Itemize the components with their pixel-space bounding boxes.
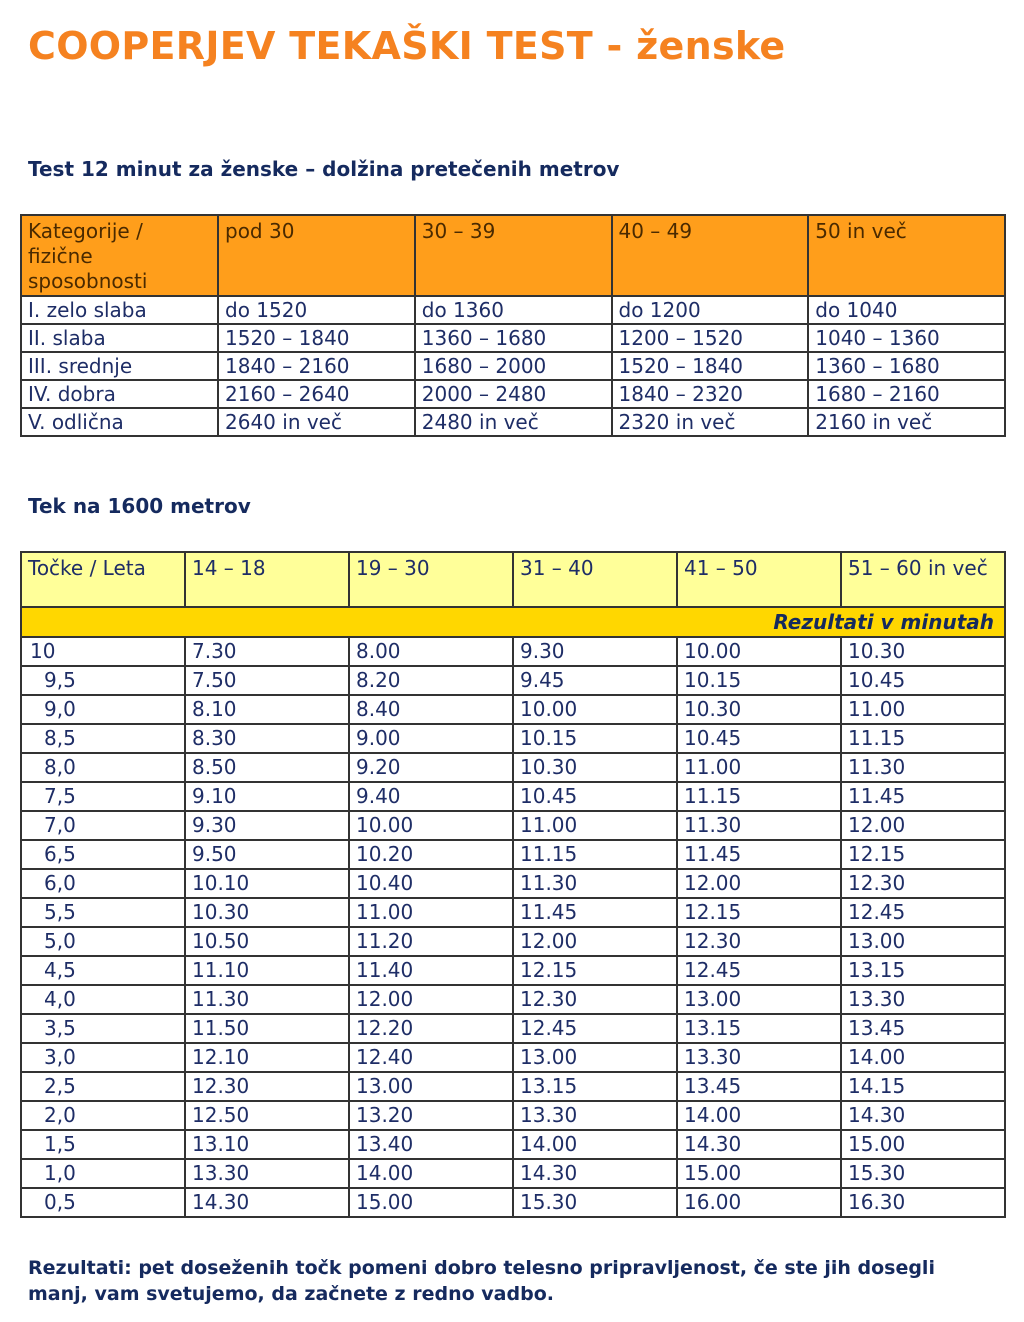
table-cell: 11.50	[185, 1014, 349, 1043]
table-cell: 12.30	[513, 985, 677, 1014]
table-cell: 8.30	[185, 724, 349, 753]
table-cell: 12.00	[513, 927, 677, 956]
table-cell: 10.30	[841, 637, 1005, 666]
table-cell: 16.30	[841, 1188, 1005, 1217]
table-cell: IV. dobra	[21, 380, 218, 408]
table-cell: 4,5	[21, 956, 185, 985]
table-cell: 1840 – 2320	[612, 380, 809, 408]
table-cell: 7,0	[21, 811, 185, 840]
table-cell: 10.45	[841, 666, 1005, 695]
table-cell: 14.15	[841, 1072, 1005, 1101]
table-row	[21, 753, 1005, 782]
table-cell: 10.00	[513, 695, 677, 724]
table-cell: 12.00	[677, 869, 841, 898]
table-cell: 13.30	[513, 1101, 677, 1130]
table-row	[21, 637, 1005, 666]
table-cell: 12.15	[841, 840, 1005, 869]
table-cell: 9,5	[21, 666, 185, 695]
table-cell: 1360 – 1680	[415, 324, 612, 352]
table-row	[21, 352, 1005, 380]
table-cell: 11.15	[841, 724, 1005, 753]
table-cell: 10.10	[185, 869, 349, 898]
table-cell: 12.00	[349, 985, 513, 1014]
table-cell: 14.30	[185, 1188, 349, 1217]
table-cell: II. slaba	[21, 324, 218, 352]
table-cell: 2160 in več	[808, 408, 1005, 436]
table-cell: 14.00	[677, 1101, 841, 1130]
table-cell: 13.45	[677, 1072, 841, 1101]
table-cell: 13.20	[349, 1101, 513, 1130]
table-row	[21, 408, 1005, 436]
table-cell: III. srednje	[21, 352, 218, 380]
header-cell: 40 – 49	[612, 215, 809, 296]
table-cell: 14.00	[841, 1043, 1005, 1072]
table-cell: 1,5	[21, 1130, 185, 1159]
table-cell: 9,0	[21, 695, 185, 724]
table-row	[21, 956, 1005, 985]
table-cell: 5,5	[21, 898, 185, 927]
header-cell: Točke / Leta	[21, 552, 185, 607]
table-row	[21, 666, 1005, 695]
table-cell: do 1520	[218, 296, 415, 324]
table-cell: 1040 – 1360	[808, 324, 1005, 352]
table-cell: 16.00	[677, 1188, 841, 1217]
table-cell: 0,5	[21, 1188, 185, 1217]
table-cell: do 1200	[612, 296, 809, 324]
table-cell: 8.10	[185, 695, 349, 724]
table-cell: 1840 – 2160	[218, 352, 415, 380]
table-cell: 1360 – 1680	[808, 352, 1005, 380]
table-row	[21, 1043, 1005, 1072]
table-cell: 12.40	[349, 1043, 513, 1072]
table-cell: 5,0	[21, 927, 185, 956]
header-cell: 51 – 60 in več	[841, 552, 1005, 607]
table-cell: I. zelo slaba	[21, 296, 218, 324]
table-cell: 3,5	[21, 1014, 185, 1043]
header-cell: 41 – 50	[677, 552, 841, 607]
table-cell: 15.30	[841, 1159, 1005, 1188]
table-1600m-run	[20, 551, 1006, 1218]
header-cell: 31 – 40	[513, 552, 677, 607]
table-row	[21, 927, 1005, 956]
table-cell: 10.50	[185, 927, 349, 956]
table-cell: 2,0	[21, 1101, 185, 1130]
table-cell: 12.30	[841, 869, 1005, 898]
table-cell: 8.40	[349, 695, 513, 724]
table-cell: 13.45	[841, 1014, 1005, 1043]
table-row	[21, 1159, 1005, 1188]
table-cell: 11.30	[185, 985, 349, 1014]
table-row	[21, 380, 1005, 408]
table-cell: 12.00	[841, 811, 1005, 840]
table-cell: 12.30	[185, 1072, 349, 1101]
table-cell: 9.45	[513, 666, 677, 695]
table-cell: 2000 – 2480	[415, 380, 612, 408]
table-cell: 11.30	[841, 753, 1005, 782]
table-cell: 14.00	[349, 1159, 513, 1188]
table-cell: 9.50	[185, 840, 349, 869]
table-row	[21, 1130, 1005, 1159]
table-cell: V. odlična	[21, 408, 218, 436]
table-cell: 15.30	[513, 1188, 677, 1217]
results-banner: Rezultati v minutah	[21, 607, 1005, 637]
table-cell: 13.30	[677, 1043, 841, 1072]
table-cell: 6,0	[21, 869, 185, 898]
table-cell: 11.10	[185, 956, 349, 985]
table-cell: 13.00	[841, 927, 1005, 956]
table-cell: 7,5	[21, 782, 185, 811]
table-row	[21, 782, 1005, 811]
table-cell: 15.00	[841, 1130, 1005, 1159]
header-cell: 14 – 18	[185, 552, 349, 607]
table-cell: 6,5	[21, 840, 185, 869]
table-cell: 14.00	[513, 1130, 677, 1159]
table-cell: 12.15	[513, 956, 677, 985]
table-cell: 10.15	[513, 724, 677, 753]
table-cell: 11.30	[513, 869, 677, 898]
table-cell: 2640 in več	[218, 408, 415, 436]
table-row	[21, 695, 1005, 724]
table-cell: 11.40	[349, 956, 513, 985]
table-cell: 15.00	[677, 1159, 841, 1188]
table-cell: 8,5	[21, 724, 185, 753]
table-cell: 9.30	[513, 637, 677, 666]
table-cell: 12.10	[185, 1043, 349, 1072]
table-row	[21, 985, 1005, 1014]
table-cell: 10.30	[513, 753, 677, 782]
table-cell: 10.00	[349, 811, 513, 840]
table-cell: 12.45	[513, 1014, 677, 1043]
table-cell: 1680 – 2000	[415, 352, 612, 380]
table-cell: 11.45	[841, 782, 1005, 811]
table-row	[21, 811, 1005, 840]
table-cell: 13.30	[841, 985, 1005, 1014]
table-row	[21, 1072, 1005, 1101]
table-cell: 15.00	[349, 1188, 513, 1217]
section-title-12min: Test 12 minut za ženske – dolžina pretečenih metrov	[28, 157, 620, 181]
header-cell: 50 in več	[808, 215, 1005, 296]
table-cell: 14.30	[677, 1130, 841, 1159]
table-cell: 10.00	[677, 637, 841, 666]
table-cell: 11.00	[677, 753, 841, 782]
table-cell: 2320 in več	[612, 408, 809, 436]
table-cell: 2480 in več	[415, 408, 612, 436]
table-cell: 10.45	[513, 782, 677, 811]
table-cell: 9.10	[185, 782, 349, 811]
header-cell: 19 – 30	[349, 552, 513, 607]
table-cell: 1520 – 1840	[612, 352, 809, 380]
table-cell: do 1040	[808, 296, 1005, 324]
table-banner-row	[21, 607, 1005, 637]
table-cell: 9.20	[349, 753, 513, 782]
table-cell: 10	[21, 637, 185, 666]
table-cell: 14.30	[841, 1101, 1005, 1130]
table-cell: 2160 – 2640	[218, 380, 415, 408]
table-cell: 9.00	[349, 724, 513, 753]
table-cell: 11.20	[349, 927, 513, 956]
table-cell: 13.15	[841, 956, 1005, 985]
table-cell: 1,0	[21, 1159, 185, 1188]
table-header-row	[21, 552, 1005, 607]
header-cell: Kategorije / fizične sposobnosti	[21, 215, 218, 296]
table-cell: 1520 – 1840	[218, 324, 415, 352]
table-cell: 11.15	[677, 782, 841, 811]
table-cell: 13.15	[677, 1014, 841, 1043]
table-cell: 11.00	[349, 898, 513, 927]
table-cell: 3,0	[21, 1043, 185, 1072]
table-cell: 12.45	[677, 956, 841, 985]
table-cell: 11.45	[677, 840, 841, 869]
table-cell: 10.15	[677, 666, 841, 695]
table-header-row	[21, 215, 1005, 296]
table-cell: 10.40	[349, 869, 513, 898]
table-cell: 10.30	[677, 695, 841, 724]
table-cell: 12.45	[841, 898, 1005, 927]
table-row	[21, 324, 1005, 352]
table-cell: 13.00	[677, 985, 841, 1014]
table-row	[21, 1101, 1005, 1130]
table-cell: 2,5	[21, 1072, 185, 1101]
table-row	[21, 1014, 1005, 1043]
table-cell: 7.30	[185, 637, 349, 666]
table-cell: 11.45	[513, 898, 677, 927]
table-cell: 7.50	[185, 666, 349, 695]
table-cell: 13.00	[349, 1072, 513, 1101]
table-cell: 12.20	[349, 1014, 513, 1043]
page-title: COOPERJEV TEKAŠKI TEST - ženske	[28, 24, 786, 68]
table-12-minute-test	[20, 214, 1006, 437]
section-title-1600m: Tek na 1600 metrov	[28, 494, 251, 518]
table-cell: 13.15	[513, 1072, 677, 1101]
table-cell: 1680 – 2160	[808, 380, 1005, 408]
table-cell: 11.00	[513, 811, 677, 840]
table-cell: 9.40	[349, 782, 513, 811]
header-cell: pod 30	[218, 215, 415, 296]
table-cell: 13.10	[185, 1130, 349, 1159]
table-cell: 13.30	[185, 1159, 349, 1188]
table-cell: 1200 – 1520	[612, 324, 809, 352]
table-cell: 4,0	[21, 985, 185, 1014]
table-cell: 8.20	[349, 666, 513, 695]
table-cell: 11.15	[513, 840, 677, 869]
table-cell: 8,0	[21, 753, 185, 782]
table-cell: 13.00	[513, 1043, 677, 1072]
table-row	[21, 869, 1005, 898]
table-cell: 8.00	[349, 637, 513, 666]
table-cell: 9.30	[185, 811, 349, 840]
table-row	[21, 840, 1005, 869]
table-cell: 10.20	[349, 840, 513, 869]
table-row	[21, 296, 1005, 324]
table-row	[21, 898, 1005, 927]
table-cell: 11.30	[677, 811, 841, 840]
table-row	[21, 1188, 1005, 1217]
results-note: Rezultati: pet doseženih točk pomeni dobro telesno pripravljenost, če ste jih dosegli manj, vam svetujemo, da začnete z redno vadbo.	[28, 1257, 935, 1305]
table-cell: 8.50	[185, 753, 349, 782]
header-cell: 30 – 39	[415, 215, 612, 296]
table-cell: 12.50	[185, 1101, 349, 1130]
table-cell: 13.40	[349, 1130, 513, 1159]
table-cell: 10.45	[677, 724, 841, 753]
table-cell: 12.15	[677, 898, 841, 927]
table-cell: do 1360	[415, 296, 612, 324]
table-cell: 11.00	[841, 695, 1005, 724]
table-cell: 10.30	[185, 898, 349, 927]
table-cell: 14.30	[513, 1159, 677, 1188]
table-cell: 12.30	[677, 927, 841, 956]
table-row	[21, 724, 1005, 753]
